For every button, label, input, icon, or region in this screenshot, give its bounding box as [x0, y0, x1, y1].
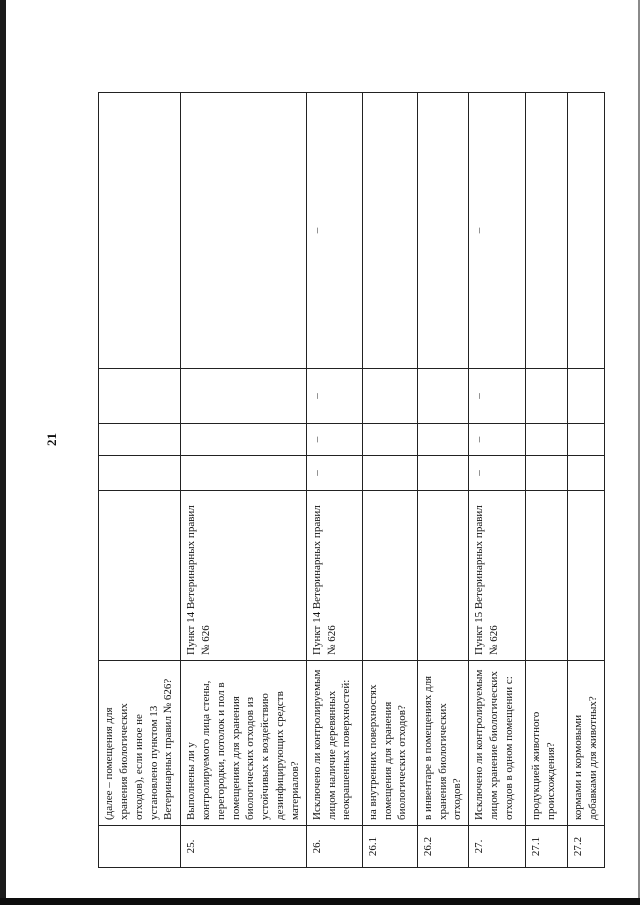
question-cell: Исключено ли контролируемым лицом наличие деревянных неокрашенных поверхностей: [306, 661, 362, 826]
notes-cell [417, 93, 469, 369]
answer-no-cell [362, 424, 417, 456]
notes-cell [99, 93, 181, 369]
answer-no-cell [181, 424, 307, 456]
answer-yes-cell [362, 456, 417, 491]
question-cell: (далее – помещения для хранения биологических отходов), если иное не установлено пунктом 13 Ветеринарных правил № 626? [99, 661, 181, 826]
answer-yes-cell [417, 456, 469, 491]
question-cell: на внутренних поверхностях помещения для хранения биологических отходов? [362, 661, 417, 826]
table-row [99, 93, 181, 868]
reference-cell: Пункт 14 Ветеринарных правил № 626 [181, 491, 307, 661]
notes-cell [181, 93, 307, 369]
answer-na-cell [362, 369, 417, 424]
reference-cell [99, 491, 181, 661]
question-cell: кормами и кормовыми добавками для животных? [568, 661, 605, 826]
table-row [362, 93, 417, 868]
notes-cell [568, 93, 605, 369]
row-number: 26.2 [417, 826, 469, 868]
answer-no-cell: – [469, 424, 526, 456]
answer-no-cell [526, 424, 568, 456]
notes-cell [526, 93, 568, 369]
answer-na-cell: – [469, 369, 526, 424]
answer-yes-cell [181, 456, 307, 491]
reference-cell [362, 491, 417, 661]
notes-cell: – [469, 93, 526, 369]
answer-na-cell: – [306, 369, 362, 424]
notes-cell [362, 93, 417, 369]
answer-no-cell [417, 424, 469, 456]
reference-cell [526, 491, 568, 661]
question-cell: продукцией животного происхождения? [526, 661, 568, 826]
page-number: 21 [44, 433, 59, 446]
answer-no-cell: – [306, 424, 362, 456]
table-row [306, 93, 362, 868]
scan-edge-bottom [0, 898, 640, 905]
table-row [417, 93, 469, 868]
answer-no-cell [568, 424, 605, 456]
reference-cell: Пункт 15 Ветеринарных правил № 626 [469, 491, 526, 661]
table-row [568, 93, 605, 868]
answer-na-cell [568, 369, 605, 424]
answer-yes-cell [568, 456, 605, 491]
answer-na-cell [417, 369, 469, 424]
row-number: 27. [469, 826, 526, 868]
scan-edge-left [0, 0, 6, 905]
answer-yes-cell [526, 456, 568, 491]
answer-yes-cell: – [469, 456, 526, 491]
notes-cell: – [306, 93, 362, 369]
table-row [181, 93, 307, 868]
row-number: 25. [181, 826, 307, 868]
answer-yes-cell: – [306, 456, 362, 491]
question-cell: Исключено ли контролируемым лицом хранение биологических отходов в одном помещении с: [469, 661, 526, 826]
answer-no-cell [99, 424, 181, 456]
row-number: 26.1 [362, 826, 417, 868]
question-cell: в инвентаре в помещениях для хранения биологических отходов? [417, 661, 469, 826]
rotated-table-container [98, 93, 600, 868]
question-cell: Выполнены ли у контролируемого лица стены, перегородки, потолок и пол в помещениях для хранения биологических отходов из устойчивых к воздействию дезинфицирующих средств материалов? [181, 661, 307, 826]
table-row [469, 93, 526, 868]
row-number: 27.1 [526, 826, 568, 868]
row-number [99, 826, 181, 868]
reference-cell [417, 491, 469, 661]
row-number: 26. [306, 826, 362, 868]
row-number: 27.2 [568, 826, 605, 868]
reference-cell: Пункт 14 Ветеринарных правил № 626 [306, 491, 362, 661]
answer-na-cell [181, 369, 307, 424]
table-row [526, 93, 568, 868]
checklist-table [98, 92, 605, 868]
answer-na-cell [99, 369, 181, 424]
reference-cell [568, 491, 605, 661]
answer-na-cell [526, 369, 568, 424]
answer-yes-cell [99, 456, 181, 491]
